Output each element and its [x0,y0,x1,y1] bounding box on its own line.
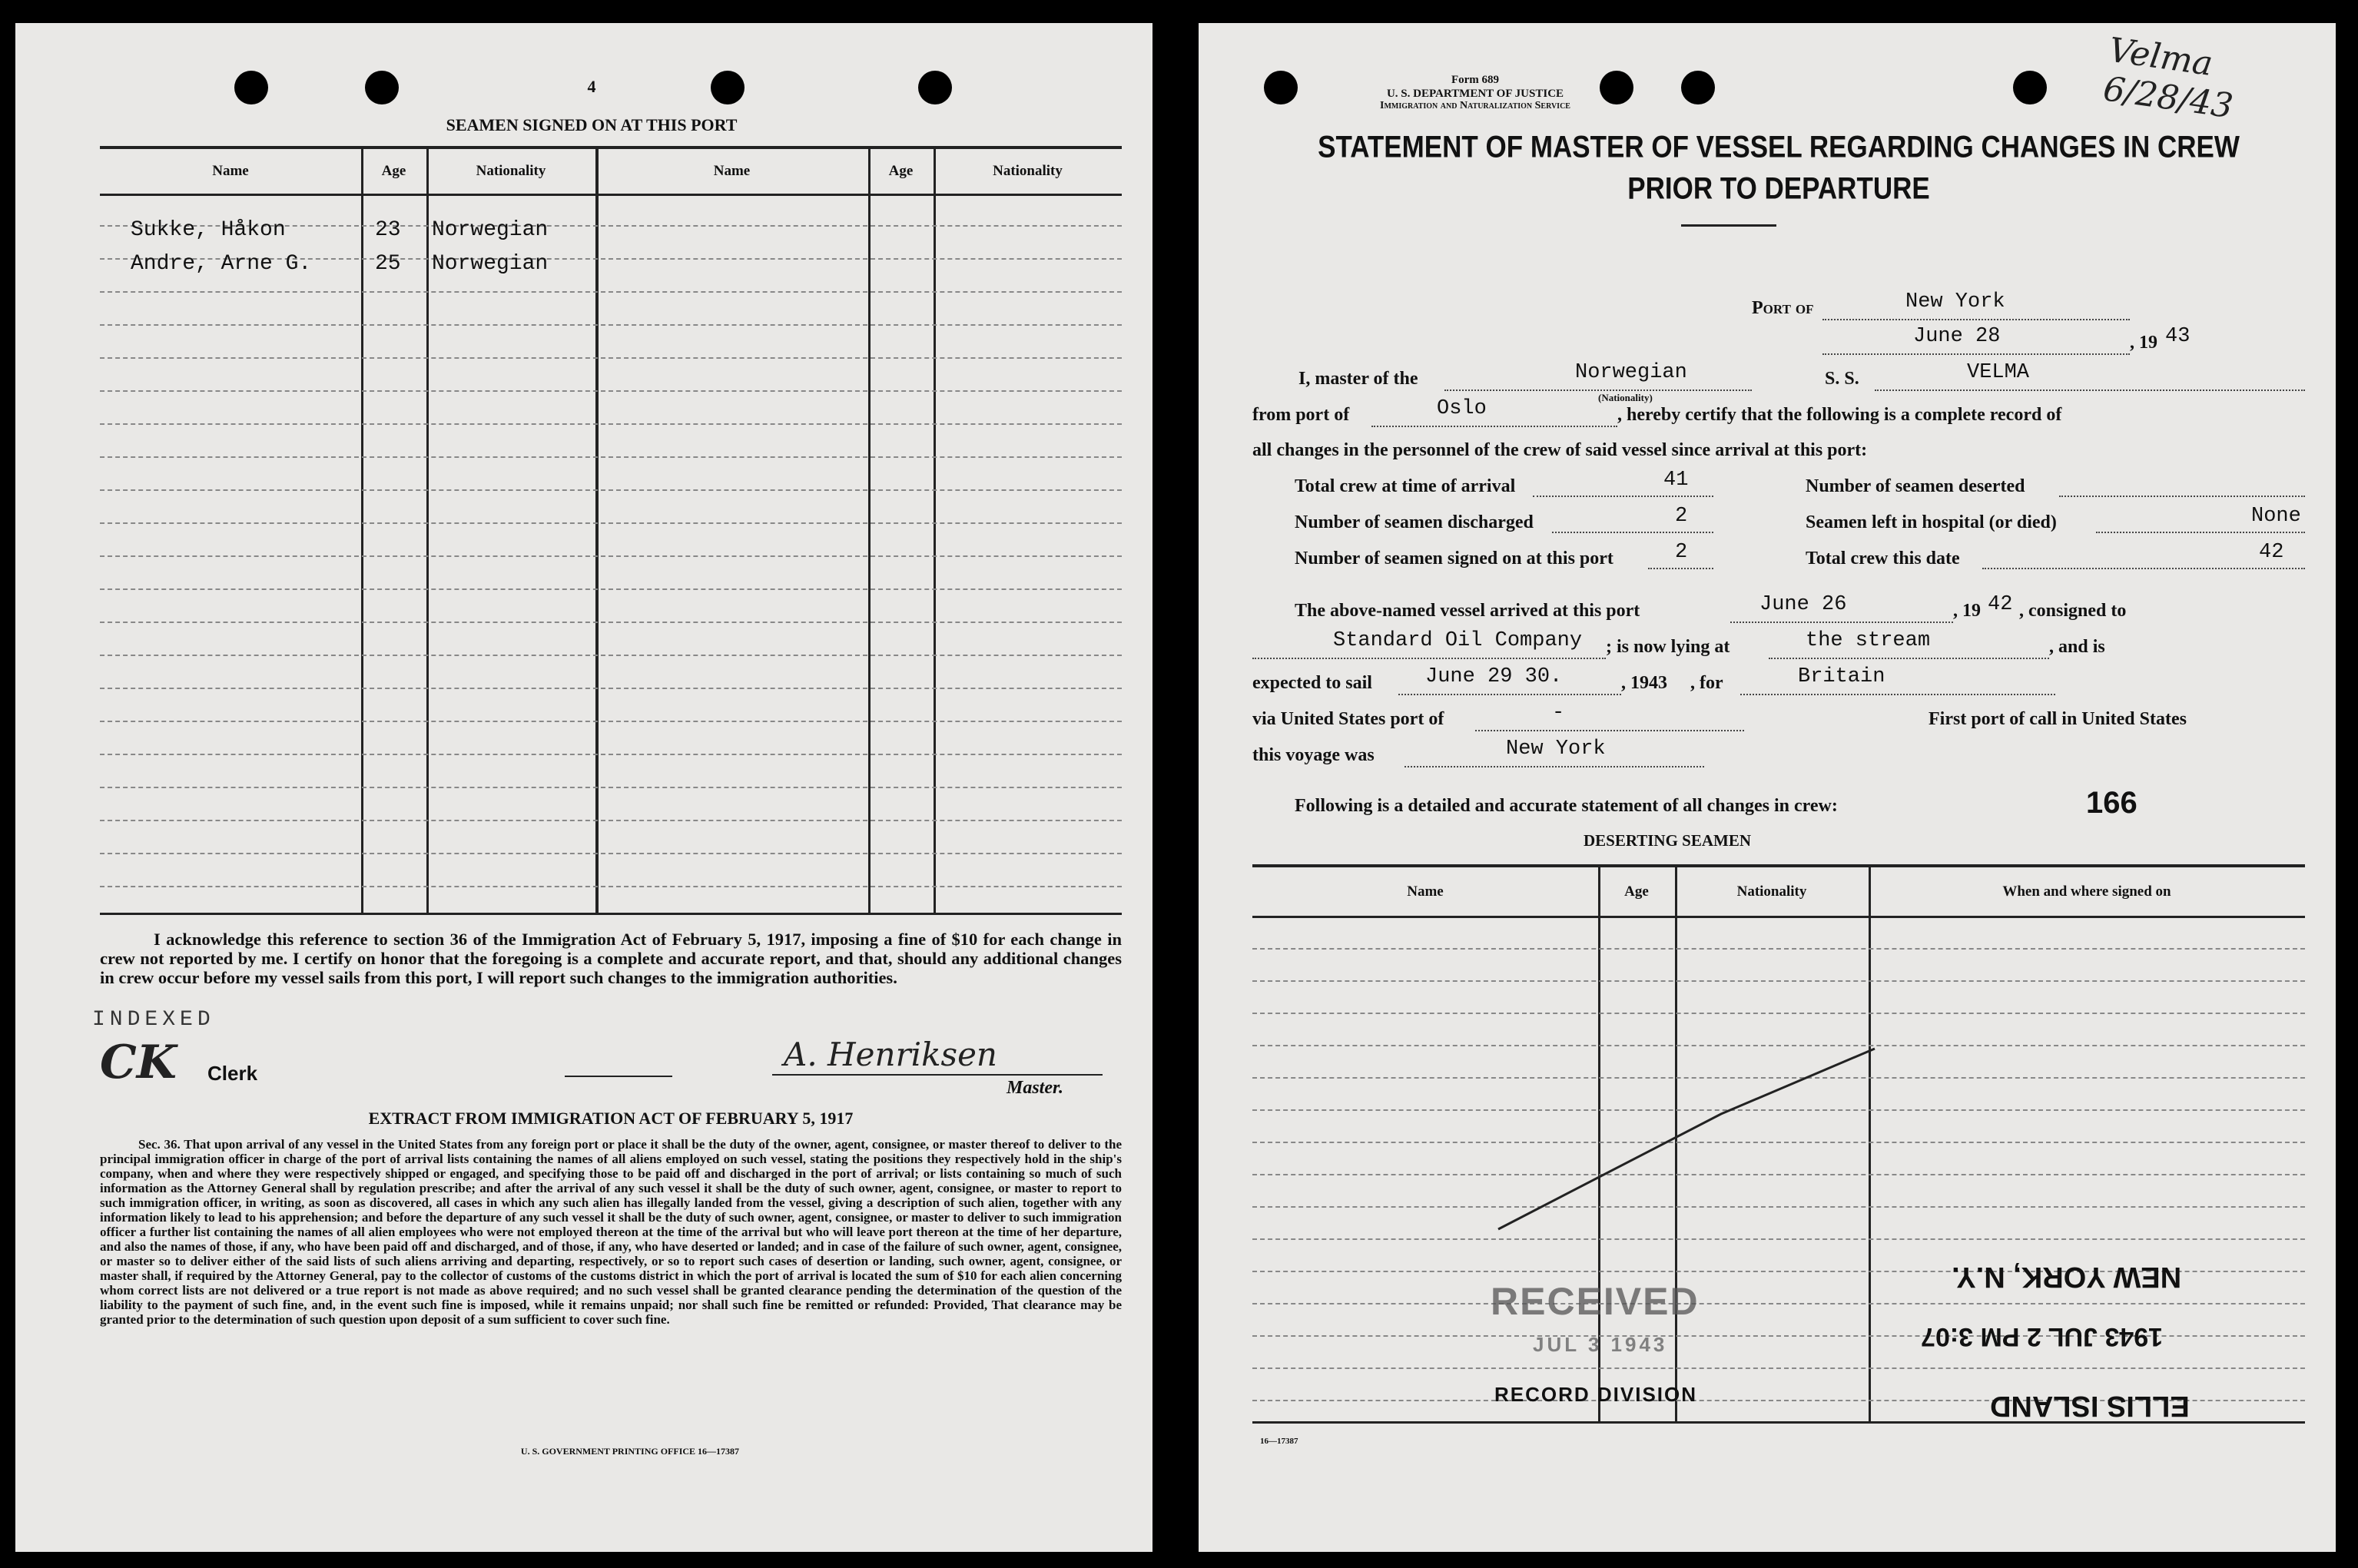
page-number: 4 [587,77,596,96]
form-subtitle: PRIOR TO DEPARTURE [1627,171,1930,206]
master-label: Master. [1007,1078,1064,1098]
column-divider [934,146,936,914]
row-rule [1252,948,2305,950]
fill-line [2096,532,2305,533]
row-rule [100,655,1122,656]
row-rule [1252,1013,2305,1014]
for-label: , for [1690,673,1723,693]
certify-text: , hereby certify that the following is a complete record of [1617,405,2062,425]
extract-text: Sec. 36. That upon arrival of any vessel in the United States from any foreign port or place it shall be the duty of the owner, agent, consignee, or master thereof to deliver to the principal immigration officer in charge of the port of arrival lists containing the names of all aliens employed on such vessel, stating the positions they respectively hold in the ship's company, when and where they were respectively shipped or engaged, and specifying those to be paid off and discharged in the port of arrival; or lists containing so much of such information as the Attorney General shall by regulation prescribe; and after the arrival of any such vessel it shall be the duty of such owner, agent, consignee, or master to report to such immigration officer, in writing, as soon as discovered, all cases in which any such alien has illegally landed from the vessel, giving a description of such alien, together with any information likely to lead to his apprehension; and before the departure of any such vessel it shall be the duty of such owner, agent, consignee, or master to deliver to such immigration officer a further list containing the names of all alien employees who were not employed thereon at the time of the arrival but who will leave port thereon at the time of her departure, and also the names of those, if any, who have been paid off and discharged, and of those, if any, who have deserted or landed; and in case of the failure of such owner, agent, consignee, or master so to deliver either of the said lists of such aliens arriving and departing, respectively, or so to report such cases of desertion or landing, such owner, agent, consignee, or master shall, if required by the Attorney General, pay to the collector of customs of the customs district in which the port of arrival is located the sum of $10 for each alien concerning whom correct lists are not delivered or a true report is not made as above required; and no such vessel shall be granted clearance pending the determination of the question of the liability to the payment of such fine, and, in the event such fine is imposed, while it remains unpaid; nor shall such fine be remitted or refunded: Provided, That clearance may be granted prior to the determination of such question upon deposit of a sum sufficient to cover such fine. [100,1137,1122,1327]
row-age: 25 [375,252,401,276]
fill-line [1252,658,1606,659]
row-name: Andre, Arne G. [131,252,312,276]
hospital-label: Seamen left in hospital (or died) [1806,512,2057,532]
ss-label: S. S. [1825,369,1859,389]
fill-line [1982,568,2305,569]
row-rule [100,357,1122,359]
row-rule [100,721,1122,722]
ship-value: VELMA [1967,361,2030,384]
consigned-label: , consigned to [2019,601,2127,621]
received-date-stamp: JUL 3 1943 [1533,1333,1668,1356]
fill-line [1648,568,1713,569]
consignee-value: Standard Oil Company [1333,629,1583,652]
row-name: Sukke, Håkon [131,218,286,242]
from-port-label: from port of [1252,405,1350,425]
certify-text-2: all changes in the personnel of the crew of said vessel since arrival at this port: [1252,440,1868,460]
fill-line [1769,658,2049,659]
column-divider [361,146,363,914]
row-rule [100,820,1122,821]
fill-line [1398,694,1621,695]
via-label: via United States port of [1252,709,1444,729]
column-header-age: Age [1624,883,1649,900]
lying-label: ; is now lying at [1606,637,1730,657]
fill-line [1822,353,2130,355]
nationality-caption: (Nationality) [1598,392,1653,403]
fill-line [1444,390,1752,391]
punch-hole [918,71,952,104]
acknowledgement-text: I acknowledge this reference to section 36 of the Immigration Act of February 5, 1917, imposing a fine of $10 for each change in crew not reported by me. I certify on honor that the foregoing is a complete and accurate report, and that, should any additional changes in crew occur before my vessel sails from this port, I will report such changes to the immigration authorities. [100,930,1122,987]
hospital-value: None [2251,505,2301,528]
table-header-border [1252,916,2305,918]
row-rule [100,456,1122,458]
row-nationality: Norwegian [432,218,549,242]
fill-line [2059,496,2305,497]
printer-line: U. S. GOVERNMENT PRINTING OFFICE 16—17387 [520,1446,740,1457]
row-rule [100,688,1122,689]
column-header-nationality: Nationality [993,163,1063,179]
table-header-border [100,194,1122,196]
row-rule [100,588,1122,590]
port-value: New York [1905,290,2005,313]
column-divider [426,146,429,914]
row-rule [100,522,1122,524]
fill-line [1740,694,2055,695]
title-rule [1681,224,1776,227]
column-header-age: Age [381,163,406,179]
left-page [15,23,1152,1552]
total-crew-date-value: 42 [2259,541,2284,564]
voyage-label: this voyage was [1252,745,1375,765]
row-rule [1252,1303,2305,1304]
column-divider [868,146,871,914]
for-value: Britain [1798,665,1885,688]
column-header-name: Name [713,163,751,179]
expected-year: , 1943 [1621,673,1667,693]
column-header-age: Age [888,163,914,179]
fill-line [1405,766,1704,767]
ellis-island-stamp: ELLIS ISLAND [1990,1390,2190,1422]
table-top-border [1252,864,2305,867]
punch-hole [234,71,268,104]
cancel-slash [1491,1022,1890,1237]
fill-line [1552,532,1713,533]
clerk-initials: CK [100,1036,177,1089]
number-stamp: 166 [2086,786,2137,820]
row-rule [100,787,1122,788]
row-rule [1252,1238,2305,1240]
year-value: 43 [2165,325,2191,348]
deserting-title: DESERTING SEAMEN [1583,831,1752,850]
expected-label: expected to sail [1252,673,1372,693]
deserted-label: Number of seamen deserted [1806,476,2025,496]
extract-title: EXTRACT FROM IMMIGRATION ACT OF FEBRUARY 5, 1917 [368,1109,854,1128]
row-age: 23 [375,218,401,242]
signed-on-label: Number of seamen signed on at this port [1295,549,1613,569]
time-stamp: 1943 JUL 2 PM 3:07 [1921,1322,2163,1351]
service: Immigration and Naturalization Service [1380,100,1570,111]
punch-hole [711,71,745,104]
column-header-name: Name [1407,883,1444,900]
row-rule [1252,1367,2305,1369]
column-header-signed-on: When and where signed on [2002,883,2171,900]
fill-line [1475,730,1744,731]
row-rule [100,853,1122,854]
department: U. S. DEPARTMENT OF JUSTICE [1386,88,1564,100]
printer-line: 16—17387 [1260,1437,1298,1446]
arrived-label: The above-named vessel arrived at this port [1295,601,1640,621]
index-stamp: INDEXED [92,1008,215,1032]
row-rule [100,291,1122,293]
section-title: SEAMEN SIGNED ON AT THIS PORT [446,115,738,134]
new-york-stamp: NEW YORK, N.Y. [1952,1261,2182,1293]
column-divider [595,146,599,914]
expected-value: June 29 30. [1425,665,1563,688]
column-header-nationality: Nationality [1736,883,1807,900]
corner-note: Velma 6/28/43 [2101,30,2236,127]
form-title: STATEMENT OF MASTER OF VESSEL REGARDING CHANGES IN CREW [1318,130,2240,164]
punch-hole [2013,71,2047,104]
master-of-label: I, master of the [1298,369,1418,389]
and-is-label: , and is [2049,637,2105,657]
fill-line [1822,319,2130,320]
arrived-year-prefix: , 19 [1953,601,1981,621]
table-bottom-border [100,913,1122,915]
row-rule [100,555,1122,557]
nationality-value: Norwegian [1575,361,1687,384]
record-division-stamp: RECORD DIVISION [1494,1383,1698,1406]
row-rule [100,622,1122,623]
discharged-value: 2 [1675,505,1688,528]
row-rule [100,754,1122,755]
arrived-date: June 26 [1759,593,1847,616]
lying-value: the stream [1806,629,1931,652]
arrived-year: 42 [1988,593,2013,616]
from-port-value: Oslo [1437,397,1487,420]
row-rule [100,423,1122,425]
column-header-name: Name [212,163,249,179]
row-rule [1252,980,2305,982]
row-rule [100,324,1122,326]
fill-line [1875,390,2305,391]
total-crew-arrival-label: Total crew at time of arrival [1295,476,1516,496]
received-stamp: RECEIVED [1491,1280,1700,1323]
total-crew-date-label: Total crew this date [1806,549,1960,569]
discharged-label: Number of seamen discharged [1295,512,1534,532]
row-nationality: Norwegian [432,252,549,276]
voyage-value: New York [1506,738,1606,761]
via-value: - [1552,701,1565,724]
fill-line [1533,496,1713,497]
first-port-label: First port of call in United States [1929,709,2187,729]
signature-line [565,1076,672,1077]
fill-line [1371,426,1617,427]
table-top-border [100,146,1122,149]
date-value: June 28 [1913,325,2001,348]
clerk-label: Clerk [207,1062,258,1085]
column-header-nationality: Nationality [476,163,546,179]
form-number: Form 689 [1451,74,1500,86]
total-crew-arrival-value: 41 [1663,469,1689,492]
row-rule [100,489,1122,491]
signature-line [772,1074,1103,1076]
row-rule [100,390,1122,392]
master-signature: A. Henriksen [784,1036,997,1073]
fill-line [1730,622,1953,623]
punch-hole [365,71,399,104]
port-label: Port of [1752,298,1814,318]
signed-on-value: 2 [1675,541,1688,564]
row-rule [100,886,1122,887]
year-prefix: , 19 [2130,333,2157,353]
right-page [1199,23,2336,1552]
following-label: Following is a detailed and accurate statement of all changes in crew: [1295,796,1838,816]
